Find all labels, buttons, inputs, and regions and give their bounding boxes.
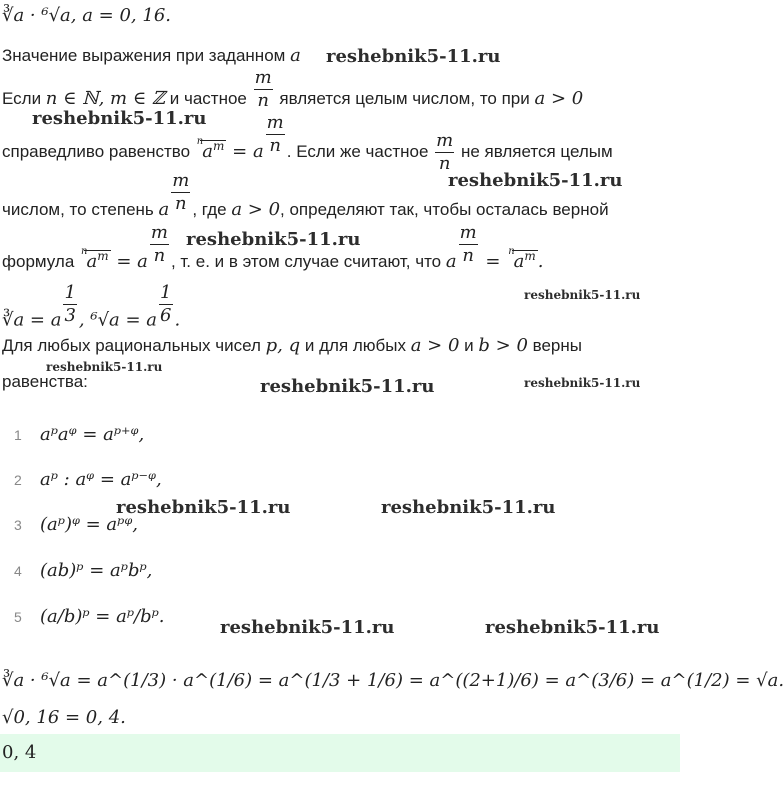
- answer-value: 0, 4: [2, 742, 37, 763]
- theory-line-4: числом, то степень a $\frac{m}{n}$ , где a > 0, определяют так, чтобы осталась верной: [2, 170, 609, 220]
- watermark: reshebnik5-11.ru: [326, 46, 501, 67]
- theory-line-1: Значение выражения при заданном a: [2, 45, 301, 66]
- watermark: reshebnik5-11.ru: [46, 360, 163, 374]
- root-powers-line: ∛a = a $\frac{1}{3}$ , ⁶√a = a $\frac{1}{6}$ .: [2, 282, 181, 331]
- watermark: reshebnik5-11.ru: [448, 170, 623, 191]
- list-item: 4 (ab)ᵖ = aᵖbᵖ,: [14, 560, 153, 581]
- solution-line: ∛a · ⁶√a = a^(1/3) · a^(1/6) = a^(1/3 + 1/6) = a^((2+1)/6) = a^(3/6) = a^(1/2) = √a.: [2, 670, 784, 691]
- list-item: 3 (aᵖ)ᵠ = aᵖᵠ,: [14, 514, 139, 535]
- theory-line-7: Для любых рациональных чисел p, q и для любых a > 0 и b > 0 верны: [2, 335, 582, 356]
- watermark: reshebnik5-11.ru: [32, 108, 207, 129]
- list-item: 1 aᵖaᵠ = aᵖ⁺ᵠ,: [14, 424, 145, 445]
- watermark: reshebnik5-11.ru: [485, 617, 660, 638]
- theory-line-2: Если n ∈ ℕ, m ∈ ℤ и частное $\frac{m}{n}$ является целым числом, то при a > 0: [2, 67, 584, 111]
- watermark: reshebnik5-11.ru: [524, 376, 641, 390]
- task-expression: ∛a · ⁶√a, a = 0, 16.: [2, 5, 172, 26]
- watermark: reshebnik5-11.ru: [116, 497, 291, 518]
- watermark: reshebnik5-11.ru: [381, 497, 556, 518]
- theory-line-8: равенства:: [2, 372, 88, 391]
- answer-box: [0, 734, 680, 772]
- watermark: reshebnik5-11.ru: [220, 617, 395, 638]
- theory-line-3: справедливо равенство $^na^m = a$ $\frac{m}{n}$ . Если же частное $\frac{m}{n}$ не является целым: [2, 112, 613, 174]
- watermark: reshebnik5-11.ru: [186, 229, 361, 250]
- theory-line-5: формула $^na^m = a$ $\frac{m}{n}$ , т. е. и в этом случае считают, что a $\frac{m}{n}$ = $^na^m$ .: [2, 222, 544, 272]
- sqrt-result-line: √0, 16 = 0, 4.: [2, 707, 126, 728]
- watermark: reshebnik5-11.ru: [260, 376, 435, 397]
- list-item: 2 aᵖ : aᵠ = aᵖ⁻ᵠ,: [14, 469, 162, 490]
- list-item: 5 (a/b)ᵖ = aᵖ/bᵖ.: [14, 606, 165, 627]
- watermark: reshebnik5-11.ru: [524, 288, 641, 302]
